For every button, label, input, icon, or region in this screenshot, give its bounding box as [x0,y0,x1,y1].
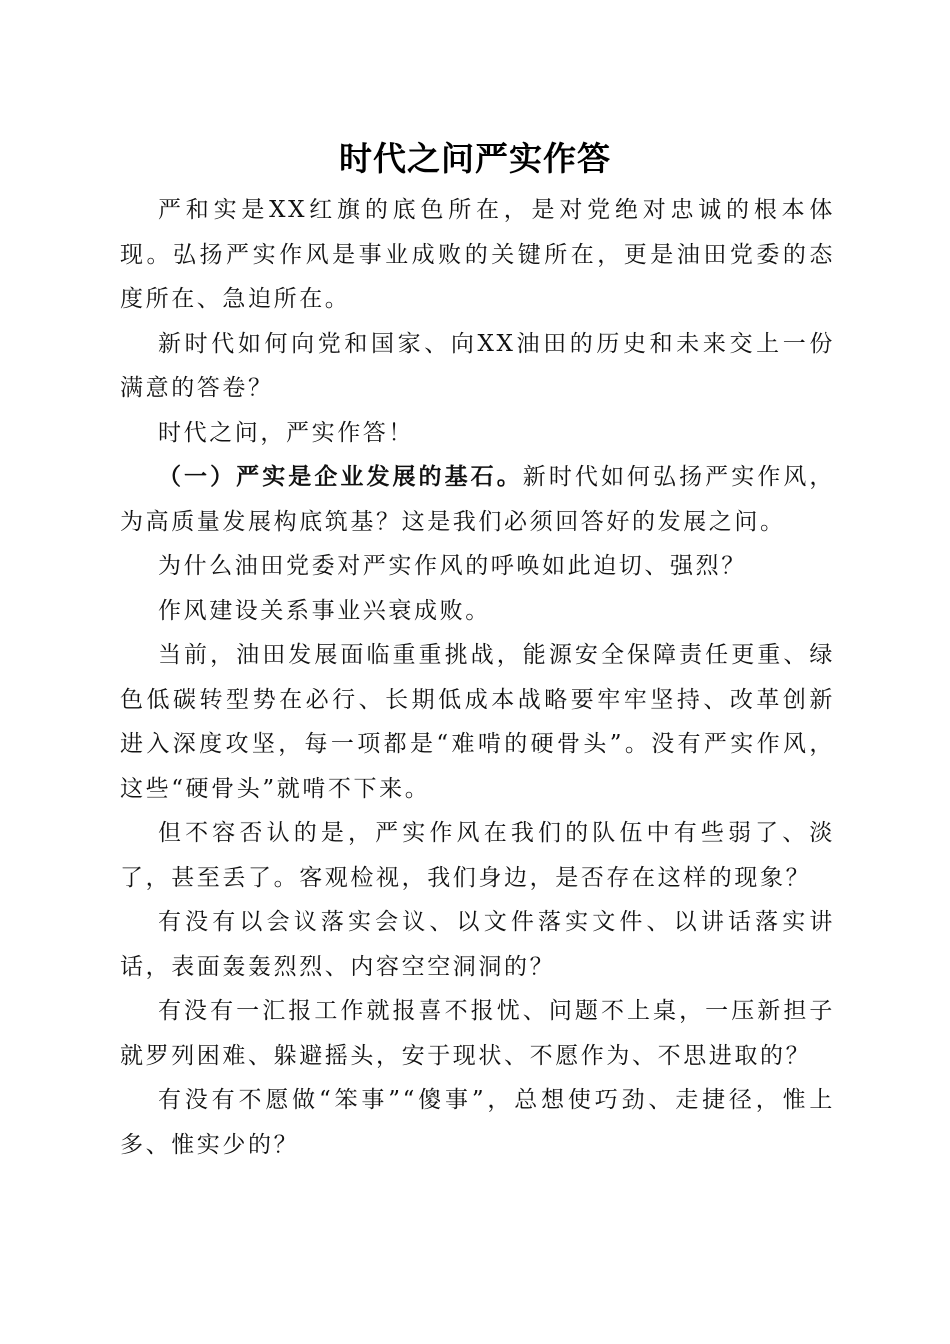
paragraph: 新时代如何向党和国家、向XX油田的历史和未来交上一份满意的答卷？ [120,330,835,401]
paragraph: 但不容否认的是，严实作风在我们的队伍中有些弱了、淡了，甚至丢了。客观检视，我们身边，是否存在这样的现象？ [120,820,835,891]
paragraph [120,455,835,544]
document-title: 时代之问严实作答 [339,139,611,178]
paragraph: 严和实是XX红旗的底色所在，是对党绝对忠诚的根本体现。弘扬严实作风是事业成败的关键所在，更是油田党委的态度所在、急迫所在。 [120,197,835,312]
paragraph-text: 新时代如何弘扬严实作风，为高质量发展构底筑基？这是我们必须回答好的发展之问。 [120,464,835,535]
paragraph: 作风建设关系事业兴衰成败。 [158,597,491,624]
paragraph: 为什么油田党委对严实作风的呼唤如此迫切、强烈？ [158,553,747,579]
paragraph: 有没有不愿做“笨事”“傻事”，总想使巧劲、走捷径，惟上多、惟实少的？ [120,1087,835,1158]
section-heading: （一）严实是企业发展的基石。 [158,463,523,490]
paragraph: 时代之问，严实作答！ [158,419,414,446]
paragraph: 当前，油田发展面临重重挑战，能源安全保障责任更重、绿色低碳转型势在必行、长期低成本战略要牢牢坚持、改革创新进入深度攻坚，每一项都是“难啃的硬骨头”。没有严实作风，这些“硬骨头”就啃不下来。 [120,642,835,802]
paragraph: 有没有一汇报工作就报喜不报忧、问题不上桌，一压新担子就罗列困难、躲避摇头，安于现状、不愿作为、不思进取的？ [120,998,835,1069]
paragraph: 有没有以会议落实会议、以文件落实文件、以讲话落实讲话，表面轰轰烈烈、内容空空洞洞的？ [120,909,835,980]
document-body [120,188,835,1167]
